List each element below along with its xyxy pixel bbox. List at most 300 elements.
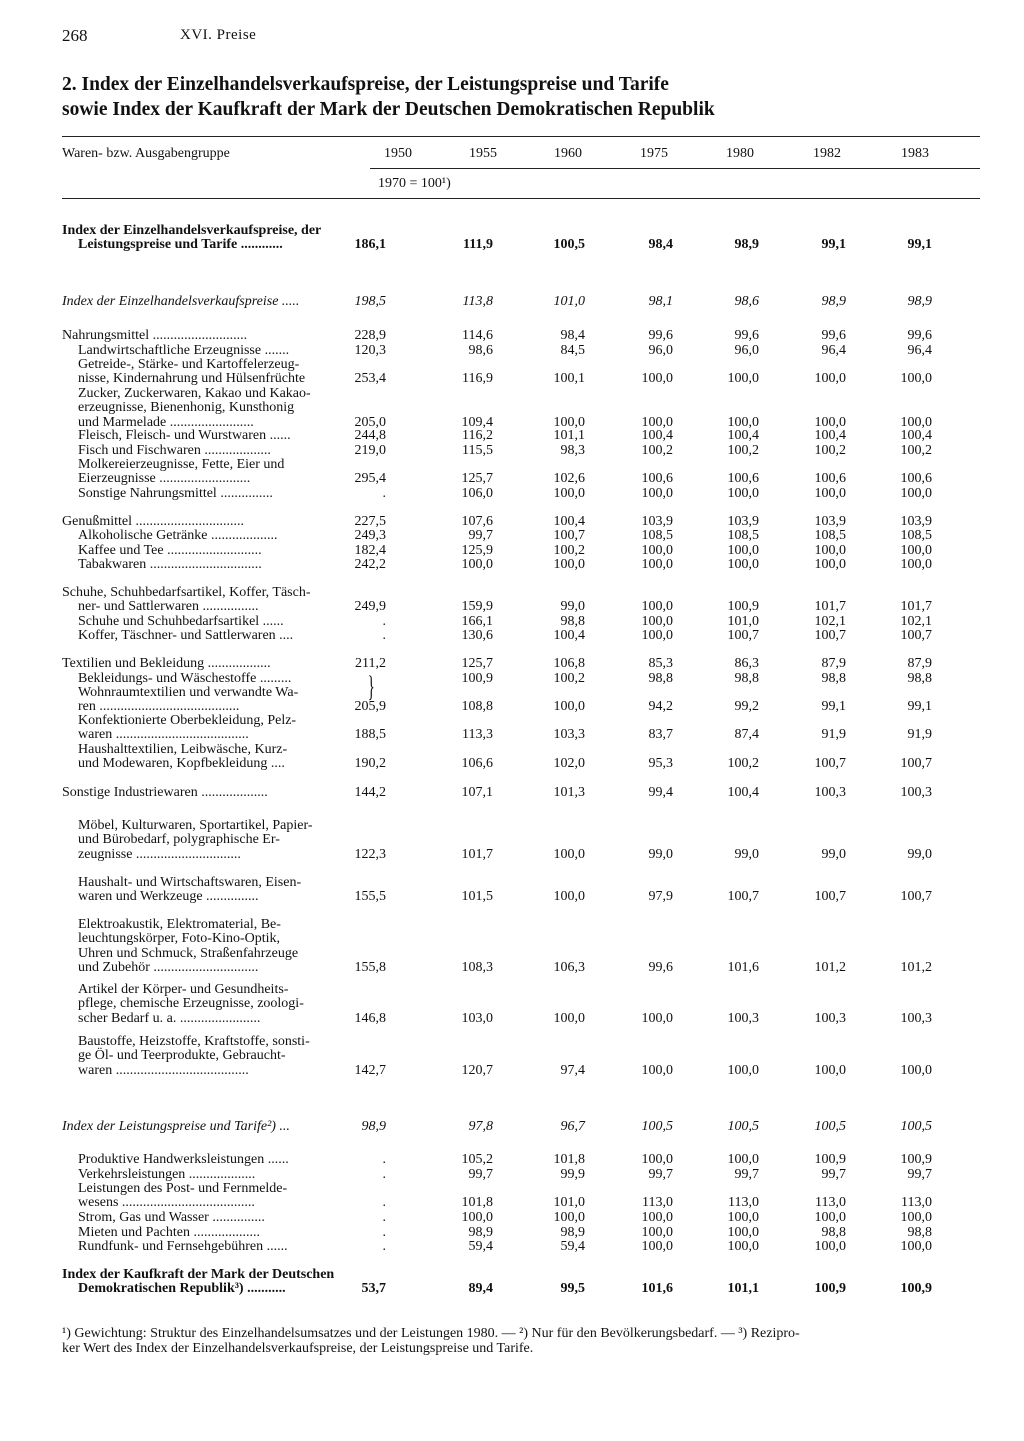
cell-value: 98,4: [648, 237, 673, 253]
row-label: Haushalt- und Wirtschaftswaren, Eisen-: [78, 875, 302, 890]
cell-value: 125,7: [461, 656, 493, 671]
row-label: und Marmelade ........................: [78, 414, 254, 430]
cell-value: 87,9: [907, 656, 932, 671]
cell-value: 155,5: [354, 889, 386, 905]
cell-value: 99,7: [468, 1167, 493, 1182]
cell-value: 100,0: [553, 846, 585, 862]
row-label: Baustoffe, Heizstoffe, Kraftstoffe, sonsti-: [78, 1034, 310, 1049]
cell-value: 94,2: [648, 699, 673, 715]
cell-value: 100,0: [900, 1239, 932, 1254]
cell-value: 99,1: [821, 237, 846, 253]
cell-value: 53,7: [361, 1281, 386, 1297]
cell-value: 100,0: [641, 1152, 673, 1167]
row-label: Verkehrsleistungen ...................: [78, 1167, 256, 1182]
cell-value: 106,3: [553, 959, 585, 975]
cell-value: 96,7: [560, 1119, 585, 1134]
cell-value: 100,0: [900, 543, 932, 558]
cell-value: 99,7: [648, 1167, 673, 1182]
cell-value: 198,5: [354, 294, 386, 309]
row-label: Mieten und Pachten ...................: [78, 1225, 260, 1240]
merge-brace: }: [367, 670, 375, 703]
cell-value: 101,7: [814, 599, 846, 615]
cell-value: 100,0: [727, 1239, 759, 1254]
cell-value: 100,9: [461, 671, 493, 686]
cell-value: 99,0: [560, 599, 585, 615]
row-label: und Modewaren, Kopfbekleidung ....: [78, 756, 285, 772]
cell-value: 188,5: [354, 727, 386, 743]
row-label: ner- und Sattlerwaren ................: [78, 599, 259, 615]
cell-value: 142,7: [354, 1062, 386, 1078]
row-label: Produktive Handwerksleistungen ......: [78, 1152, 289, 1167]
cell-value: 101,2: [900, 959, 932, 975]
cell-value: 190,2: [354, 756, 386, 772]
table-title-line-2: sowie Index der Kaufkraft der Mark der Deutschen Demokratischen Republik: [62, 99, 715, 120]
cell-value: 100,4: [641, 428, 673, 443]
cell-value: 102,1: [900, 614, 932, 629]
cell-value: 91,9: [907, 727, 932, 743]
cell-value: 125,9: [461, 543, 493, 558]
cell-value: 108,8: [461, 699, 493, 715]
cell-value: 91,9: [821, 727, 846, 743]
cell-value: 108,5: [641, 528, 673, 543]
cell-value: 100,4: [727, 785, 759, 800]
cell-value: 98,8: [821, 671, 846, 686]
row-label: Alkoholische Getränke ...................: [78, 528, 278, 543]
cell-value: 100,0: [461, 557, 493, 572]
cell-value: 100,5: [900, 1119, 932, 1134]
row-label: Artikel der Körper- und Gesundheits-: [78, 982, 289, 997]
cell-value: 228,9: [354, 328, 386, 343]
cell-value: 108,3: [461, 959, 493, 975]
cell-value: 100,7: [727, 889, 759, 905]
cell-value: 100,7: [727, 628, 759, 643]
cell-value: 99,6: [907, 328, 932, 343]
row-label: waren und Werkzeuge ...............: [78, 889, 259, 905]
cell-value: 100,4: [553, 628, 585, 643]
cell-value: 100,0: [553, 486, 585, 501]
cell-value: 100,0: [727, 371, 759, 387]
row-label: Nahrungsmittel ...........................: [62, 328, 248, 343]
cell-value: 100,0: [641, 371, 673, 387]
cell-value: 99,4: [648, 785, 673, 800]
row-label: Landwirtschaftliche Erzeugnisse .......: [78, 343, 290, 358]
cell-value: 100,0: [900, 414, 932, 430]
cell-value: 100,2: [641, 443, 673, 458]
cell-value: 100,9: [814, 1281, 846, 1297]
year-header: 1983: [901, 146, 929, 161]
row-label: und Bürobedarf, polygraphische Er-: [78, 832, 280, 848]
cell-value: 101,0: [727, 614, 759, 629]
row-label: Getreide-, Stärke- und Kartoffelerzeug-: [78, 357, 300, 372]
cell-value: 101,8: [553, 1152, 585, 1167]
cell-value: 100,5: [814, 1119, 846, 1134]
cell-value: 100,0: [727, 1225, 759, 1240]
cell-value: 100,3: [814, 785, 846, 800]
cell-value: 101,1: [553, 428, 585, 443]
cell-value: 101,1: [727, 1281, 759, 1297]
row-label: Koffer, Täschner- und Sattlerwaren ....: [78, 628, 294, 643]
row-label: Textilien und Bekleidung ..................: [62, 656, 271, 671]
cell-value: 100,0: [641, 557, 673, 572]
cell-value: 89,4: [468, 1281, 493, 1297]
cell-value: 125,7: [461, 471, 493, 487]
cell-value: 101,6: [641, 1281, 673, 1297]
row-label: waren ......................................: [78, 1062, 249, 1078]
cell-value: 100,0: [727, 1152, 759, 1167]
row-label: Strom, Gas und Wasser ...............: [78, 1210, 265, 1225]
cell-value: 108,5: [814, 528, 846, 543]
cell-value: 100,0: [900, 486, 932, 501]
cell-value: 120,7: [461, 1062, 493, 1078]
cell-value: 100,4: [900, 428, 932, 443]
cell-value: .: [382, 1152, 386, 1167]
cell-value: 146,8: [354, 1010, 386, 1026]
cell-value: 100,3: [814, 1010, 846, 1026]
cell-value: 98,4: [560, 328, 585, 343]
cell-value: 100,2: [553, 671, 585, 686]
cell-value: 100,0: [553, 889, 585, 905]
cell-value: 219,0: [354, 443, 386, 458]
cell-value: .: [382, 628, 386, 643]
cell-value: 100,7: [900, 756, 932, 772]
cell-value: 103,9: [727, 514, 759, 529]
cell-value: .: [382, 614, 386, 629]
cell-value: 100,0: [727, 1210, 759, 1225]
row-label: Sonstige Industriewaren ...................: [62, 785, 268, 800]
cell-value: 253,4: [354, 371, 386, 387]
cell-value: 99,9: [560, 1167, 585, 1182]
cell-value: 102,0: [553, 756, 585, 772]
cell-value: 109,4: [461, 414, 493, 430]
row-label: Index der Einzelhandelsverkaufspreise .....: [62, 294, 300, 309]
cell-value: 116,2: [462, 428, 493, 443]
cell-value: 98,9: [468, 1225, 493, 1240]
base-year-note: 1970 = 100¹): [378, 176, 451, 191]
cell-value: 100,0: [641, 543, 673, 558]
cell-value: 100,0: [553, 1010, 585, 1026]
row-label: Molkereierzeugnisse, Fette, Eier und: [78, 457, 285, 472]
cell-value: 100,0: [900, 371, 932, 387]
cell-value: 98,8: [907, 671, 932, 686]
cell-value: 100,7: [814, 628, 846, 643]
footnote-line-2: ker Wert des Index der Einzelhandelsverkaufspreise, der Leistungspreise und Tarife.: [62, 1341, 534, 1356]
row-label: erzeugnisse, Bienenhonig, Kunsthonig: [78, 400, 295, 416]
cell-value: 98,9: [821, 294, 846, 309]
cell-value: 99,1: [907, 237, 932, 253]
row-label: leuchtungskörper, Foto-Kino-Optik,: [78, 931, 281, 947]
row-label: Index der Einzelhandelsverkaufspreise, der: [62, 223, 322, 238]
cell-value: 116,9: [462, 371, 493, 387]
cell-value: 107,1: [461, 785, 493, 800]
cell-value: 96,0: [648, 343, 673, 358]
cell-value: 100,5: [553, 237, 585, 253]
cell-value: 100,0: [814, 371, 846, 387]
cell-value: 100,0: [641, 1239, 673, 1254]
row-label: Index der Leistungspreise und Tarife²) ...: [62, 1119, 290, 1134]
cell-value: 99,0: [907, 846, 932, 862]
row-label: Demokratischen Republik³) ...........: [78, 1281, 286, 1297]
cell-value: 295,4: [354, 471, 386, 487]
row-label: Konfektionierte Oberbekleidung, Pelz-: [78, 713, 297, 728]
cell-value: 100,3: [900, 785, 932, 800]
cell-value: 100,9: [727, 599, 759, 615]
cell-value: 205,9: [354, 699, 386, 715]
cell-value: 99,7: [907, 1167, 932, 1182]
cell-value: 100,3: [727, 1010, 759, 1026]
cell-value: 95,3: [648, 756, 673, 772]
cell-value: 113,8: [462, 294, 493, 309]
cell-value: 98,9: [361, 1119, 386, 1134]
cell-value: 103,9: [641, 514, 673, 529]
cell-value: 100,2: [553, 543, 585, 558]
cell-value: 99,5: [560, 1281, 585, 1297]
cell-value: 244,8: [354, 428, 386, 443]
cell-value: 100,2: [727, 756, 759, 772]
cell-value: 100,0: [727, 1062, 759, 1078]
row-label: waren ......................................: [78, 727, 249, 743]
cell-value: 100,2: [727, 443, 759, 458]
cell-value: 108,5: [727, 528, 759, 543]
cell-value: 101,8: [461, 1195, 493, 1211]
cell-value: 111,9: [463, 237, 493, 253]
row-label: Fleisch, Fleisch- und Wurstwaren ......: [78, 428, 291, 443]
cell-value: 100,0: [727, 543, 759, 558]
cell-value: 96,4: [907, 343, 932, 358]
cell-value: 100,9: [900, 1281, 932, 1297]
cell-value: 182,4: [354, 543, 386, 558]
cell-value: 122,3: [354, 846, 386, 862]
cell-value: 87,9: [821, 656, 846, 671]
cell-value: 113,3: [462, 727, 493, 743]
cell-value: 113,0: [901, 1195, 932, 1211]
cell-value: 96,4: [821, 343, 846, 358]
cell-value: 100,0: [727, 557, 759, 572]
cell-value: 100,0: [641, 628, 673, 643]
cell-value: 249,3: [354, 528, 386, 543]
cell-value: 100,0: [641, 1010, 673, 1026]
cell-value: 107,6: [461, 514, 493, 529]
cell-value: 100,0: [814, 1239, 846, 1254]
cell-value: 205,0: [354, 414, 386, 430]
cell-value: 100,9: [900, 1152, 932, 1167]
cell-value: 101,7: [461, 846, 493, 862]
cell-value: 159,9: [461, 599, 493, 615]
cell-value: 103,3: [553, 727, 585, 743]
year-header: 1955: [469, 146, 497, 161]
cell-value: 100,6: [727, 471, 759, 487]
cell-value: 100,0: [900, 1062, 932, 1078]
cell-value: 100,6: [900, 471, 932, 487]
cell-value: 86,3: [734, 656, 759, 671]
year-header: 1960: [554, 146, 582, 161]
cell-value: .: [382, 1239, 386, 1254]
cell-value: 100,0: [461, 1210, 493, 1225]
cell-value: 186,1: [354, 237, 386, 253]
cell-value: 97,9: [648, 889, 673, 905]
row-label: scher Bedarf u. a. .......................: [78, 1010, 261, 1026]
cell-value: 100,0: [641, 486, 673, 501]
cell-value: 85,3: [648, 656, 673, 671]
cell-value: 98,8: [821, 1225, 846, 1240]
cell-value: 97,4: [560, 1062, 585, 1078]
cell-value: 101,2: [814, 959, 846, 975]
cell-value: 98,9: [560, 1225, 585, 1240]
cell-value: .: [382, 1195, 386, 1211]
row-label: Fisch und Fischwaren ...................: [78, 443, 271, 458]
cell-value: 100,0: [641, 1210, 673, 1225]
cell-value: 105,2: [461, 1152, 493, 1167]
cell-value: .: [382, 1167, 386, 1182]
cell-value: 99,2: [734, 699, 759, 715]
cell-value: 101,0: [553, 294, 585, 309]
row-label: Bekleidungs- und Wäschestoffe .........: [78, 671, 292, 686]
row-label: Index der Kaufkraft der Mark der Deutschen: [62, 1267, 335, 1282]
cell-value: 98,8: [734, 671, 759, 686]
cell-value: 120,3: [354, 343, 386, 358]
cell-value: 211,2: [355, 656, 386, 671]
cell-value: 100,6: [814, 471, 846, 487]
cell-value: 100,0: [553, 1210, 585, 1225]
row-label: Möbel, Kulturwaren, Sportartikel, Papier-: [78, 818, 313, 833]
cell-value: 242,2: [354, 557, 386, 572]
row-label: Elektroakustik, Elektromaterial, Be-: [78, 917, 281, 932]
cell-value: 99,7: [821, 1167, 846, 1182]
cell-value: 100,7: [900, 628, 932, 643]
cell-value: 100,0: [900, 557, 932, 572]
cell-value: 100,7: [900, 889, 932, 905]
cell-value: 100,0: [727, 414, 759, 430]
cell-value: 100,0: [553, 557, 585, 572]
cell-value: 98,6: [468, 343, 493, 358]
row-label: Tabakwaren ................................: [78, 557, 262, 572]
row-label: Zucker, Zuckerwaren, Kakao und Kakao-: [78, 386, 311, 401]
header-mid-rule: [370, 168, 980, 169]
row-label: Eierzeugnisse ..........................: [78, 471, 251, 487]
cell-value: 100,0: [553, 699, 585, 715]
cell-value: 98,3: [560, 443, 585, 458]
row-label: und Zubehör ..............................: [78, 959, 259, 975]
cell-value: 100,1: [553, 371, 585, 387]
cell-value: 113,0: [815, 1195, 846, 1211]
cell-value: 100,0: [727, 486, 759, 501]
cell-value: 100,7: [814, 889, 846, 905]
cell-value: 100,5: [727, 1119, 759, 1134]
row-label: pflege, chemische Erzeugnisse, zoologi-: [78, 996, 304, 1012]
cell-value: 100,6: [641, 471, 673, 487]
cell-value: 100,0: [814, 557, 846, 572]
table-title-line-1: 2. Index der Einzelhandelsverkaufspreise, der Leistungspreise und Tarife: [62, 74, 669, 95]
row-label: Kaffee und Tee ...........................: [78, 543, 262, 558]
cell-value: 99,1: [907, 699, 932, 715]
cell-value: 98,8: [907, 1225, 932, 1240]
row-label: nisse, Kindernahrung und Hülsenfrüchte: [78, 371, 306, 387]
cell-value: .: [382, 1225, 386, 1240]
row-label: Haushalttextilien, Leibwäsche, Kurz-: [78, 742, 288, 757]
cell-value: 106,6: [461, 756, 493, 772]
cell-value: 115,5: [462, 443, 493, 458]
cell-value: 102,1: [814, 614, 846, 629]
cell-value: 100,9: [814, 1152, 846, 1167]
cell-value: 103,9: [814, 514, 846, 529]
footnote-line-1: ¹) Gewichtung: Struktur des Einzelhandelsumsatzes und der Leistungen 1980. — ²) Nur für den Bevölkerungsbedarf. — ³) Rezipro-: [62, 1326, 800, 1341]
cell-value: 100,0: [814, 1062, 846, 1078]
cell-value: 99,7: [468, 528, 493, 543]
row-label: Genußmittel ...............................: [62, 514, 244, 529]
row-label: Sonstige Nahrungsmittel ...............: [78, 486, 273, 501]
cell-value: 100,3: [900, 1010, 932, 1026]
cell-value: 166,1: [461, 614, 493, 629]
cell-value: 100,0: [641, 414, 673, 430]
cell-value: 100,5: [641, 1119, 673, 1134]
row-label: Leistungspreise und Tarife ............: [78, 237, 283, 253]
row-label: Rundfunk- und Fernsehgebühren ......: [78, 1239, 288, 1254]
cell-value: 101,5: [461, 889, 493, 905]
row-label: Wohnraumtextilien und verwandte Wa-: [78, 685, 299, 700]
cell-value: 99,6: [821, 328, 846, 343]
row-label: ge Öl- und Teerprodukte, Gebraucht-: [78, 1048, 286, 1064]
cell-value: 100,0: [641, 1062, 673, 1078]
cell-value: 99,0: [734, 846, 759, 862]
section-title: XVI. Preise: [180, 27, 257, 43]
cell-value: 100,0: [814, 543, 846, 558]
cell-value: 99,6: [648, 328, 673, 343]
cell-value: 99,7: [734, 1167, 759, 1182]
cell-value: 99,1: [821, 699, 846, 715]
cell-value: 100,0: [641, 614, 673, 629]
cell-value: 103,0: [461, 1010, 493, 1026]
cell-value: 101,6: [727, 959, 759, 975]
cell-value: 227,5: [354, 514, 386, 529]
cell-value: .: [382, 1210, 386, 1225]
cell-value: 59,4: [560, 1239, 585, 1254]
row-label: Schuhe, Schuhbedarfsartikel, Koffer, Täsch-: [62, 585, 311, 600]
cell-value: 108,5: [900, 528, 932, 543]
year-header: 1982: [813, 146, 841, 161]
cell-value: 97,8: [468, 1119, 493, 1134]
cell-value: 114,6: [462, 328, 493, 343]
row-label: Uhren und Schmuck, Straßenfahrzeuge: [78, 945, 299, 961]
cell-value: 100,0: [900, 1210, 932, 1225]
cell-value: 99,6: [734, 328, 759, 343]
cell-value: 98,8: [560, 614, 585, 629]
cell-value: 144,2: [354, 785, 386, 800]
year-header: 1950: [384, 146, 412, 161]
cell-value: 101,0: [553, 1195, 585, 1211]
cell-value: 87,4: [734, 727, 759, 743]
cell-value: 103,9: [900, 514, 932, 529]
row-label: ren ........................................: [78, 699, 240, 715]
cell-value: 106,8: [553, 656, 585, 671]
cell-value: 101,7: [900, 599, 932, 615]
cell-value: 100,4: [727, 428, 759, 443]
cell-value: 99,6: [648, 959, 673, 975]
cell-value: 59,4: [468, 1239, 493, 1254]
cell-value: 113,0: [728, 1195, 759, 1211]
cell-value: 98,9: [907, 294, 932, 309]
cell-value: 100,2: [900, 443, 932, 458]
cell-value: 106,0: [461, 486, 493, 501]
group-column-header: Waren- bzw. Ausgabengruppe: [62, 146, 230, 161]
row-label: wesens ......................................: [78, 1195, 255, 1211]
cell-value: 98,6: [734, 294, 759, 309]
cell-value: 99,0: [648, 846, 673, 862]
row-label: zeugnisse ..............................: [78, 846, 241, 862]
cell-value: 84,5: [560, 343, 585, 358]
cell-value: 113,0: [642, 1195, 673, 1211]
cell-value: 100,7: [814, 756, 846, 772]
cell-value: 100,0: [814, 486, 846, 501]
cell-value: 155,8: [354, 959, 386, 975]
